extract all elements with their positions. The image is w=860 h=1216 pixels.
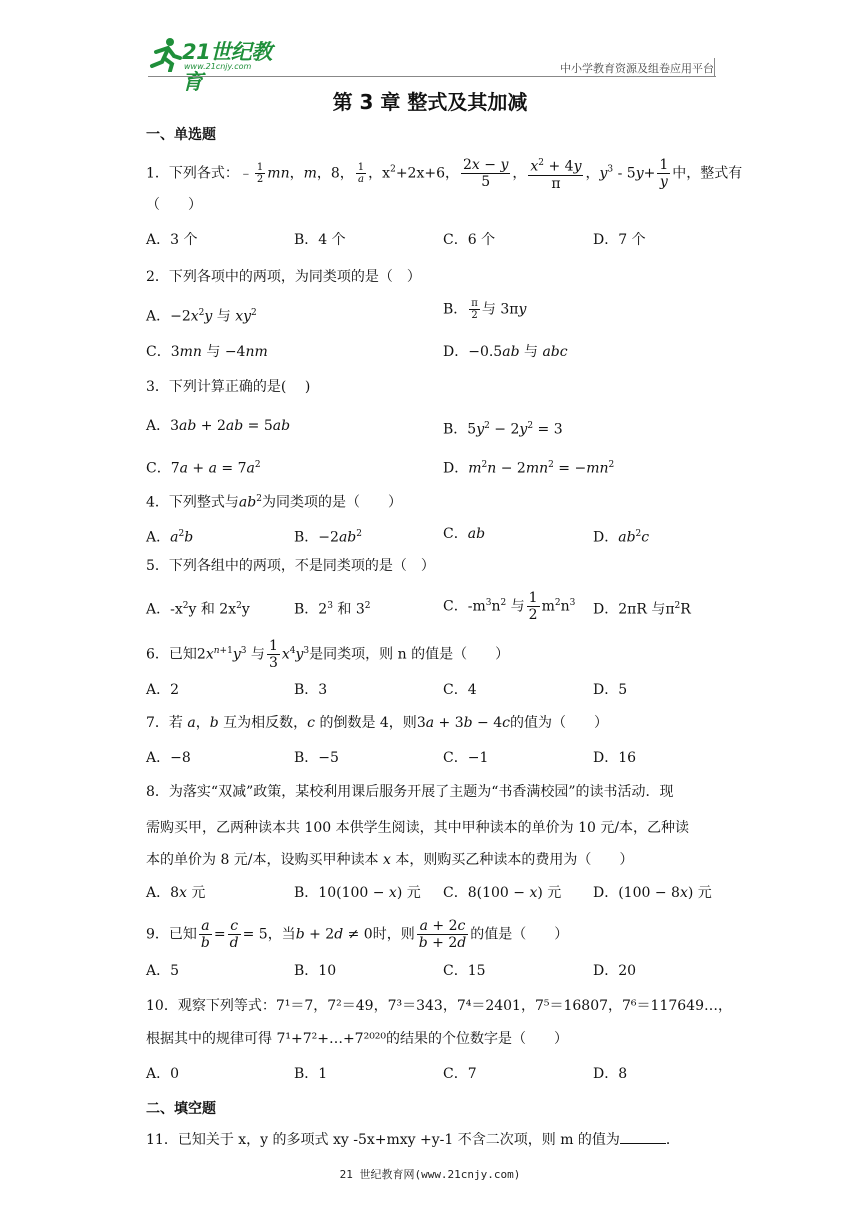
q1-option-d[interactable]: D．7 个 bbox=[593, 232, 646, 248]
question-1: 1．下列各式：﹣ $\frac{1}{2}$ mn，m，8， $\frac{1}{a}$ ，$x^2+2x+6$， $\frac{2x - y}{5}$ ， $\frac{x^2 + 4y}{\pi}$ ，$y^3 - 5y+$ $\frac{1}{y}$ 中，整式有 bbox=[146, 156, 743, 192]
question-1-paren: （ ） bbox=[146, 197, 202, 213]
q8-option-d[interactable]: D．(100 − 8x) 元 bbox=[593, 885, 712, 901]
q2-option-d[interactable]: D．−0.5ab 与 abc bbox=[443, 344, 568, 360]
logo bbox=[148, 34, 280, 94]
q10-option-a[interactable]: A．0 bbox=[146, 1066, 180, 1082]
header-divider bbox=[714, 58, 715, 76]
runner-logo-icon bbox=[148, 36, 182, 72]
q5-option-c[interactable]: C．$-m^3n^2$ 与 $\frac{1}{2}$ $m^2n^3$ bbox=[443, 590, 576, 623]
question-5: 5．下列各组中的两项，不是同类项的是（ ） bbox=[146, 558, 435, 574]
q1-option-c[interactable]: C．6 个 bbox=[443, 232, 496, 248]
section-fill-in: 二、填空题 bbox=[146, 1101, 216, 1117]
q2-option-a[interactable]: A．$-2x^2y$ 与 $xy^2$ bbox=[146, 308, 257, 325]
page-footer: 21 世纪教育网(www.21cnjy.com) bbox=[339, 1168, 521, 1181]
question-6: 6．已知$2x^{n+1}y^3$ 与 $\frac{1}{3}$ $x^4y^3$是同类项，则 n 的值是（ ） bbox=[146, 638, 510, 671]
q4-option-c[interactable]: C．ab bbox=[443, 526, 486, 542]
section-single-choice: 一、单选题 bbox=[146, 127, 216, 143]
q6-option-a[interactable]: A．2 bbox=[146, 682, 180, 698]
q5-option-d[interactable]: D．2πR 与$\pi^2R$ bbox=[593, 601, 691, 618]
q3-option-a[interactable]: A．3ab + 2ab = 5ab bbox=[146, 418, 291, 434]
platform-label: 中小学教育资源及组卷应用平台 bbox=[560, 62, 714, 75]
q7-option-a[interactable]: A．−8 bbox=[146, 750, 191, 766]
q4-option-b[interactable]: B．$-2ab^2$ bbox=[294, 529, 362, 546]
header-rule bbox=[148, 76, 716, 77]
q6-option-c[interactable]: C．4 bbox=[443, 682, 477, 698]
question-2: 2．下列各项中的两项，为同类项的是（ ） bbox=[146, 269, 421, 285]
q10-option-b[interactable]: B．1 bbox=[294, 1066, 328, 1082]
q8-option-a[interactable]: A．8x 元 bbox=[146, 885, 206, 901]
question-7: 7．若 a，b 互为相反数，c 的倒数是 4，则3a + 3b − 4c的值为（ ） bbox=[146, 715, 608, 731]
q2-option-c[interactable]: C．3mn 与 −4nm bbox=[146, 344, 268, 360]
q9-option-c[interactable]: C．15 bbox=[443, 963, 486, 979]
question-10-line-1: 10．观察下列等式：7¹＝7，7²＝49，7³＝343，7⁴＝2401，7⁵＝16807，7⁶＝117649…， bbox=[146, 998, 732, 1014]
q9-option-b[interactable]: B．10 bbox=[294, 963, 337, 979]
q9-option-d[interactable]: D．20 bbox=[593, 963, 637, 979]
question-8-line-2: 需购买甲，乙两种读本共 100 本供学生阅读，其中甲种读本的单价为 10 元/本，乙种读 bbox=[146, 820, 690, 836]
question-8-line-1: 8．为落实“双减”政策，某校利用课后服务开展了主题为“书香满校园”的读书活动．现 bbox=[146, 784, 674, 800]
q5-option-b[interactable]: B．$2^3$ 和 $3^2$ bbox=[294, 601, 371, 618]
q2-option-b[interactable]: B． $\frac{\pi}{2}$ 与 3πy bbox=[443, 298, 527, 321]
question-3: 3．下列计算正确的是( ) bbox=[146, 379, 311, 395]
q3-option-c[interactable]: C．$7a + a = 7a^2$ bbox=[146, 460, 261, 477]
question-4: 4．下列整式与$ab^2$为同类项的是（ ） bbox=[146, 494, 402, 511]
q1-option-b[interactable]: B．4 个 bbox=[294, 232, 346, 248]
page-title: 第 3 章 整式及其加减 bbox=[332, 90, 528, 114]
question-8-line-3: 本的单价为 8 元/本，设购买甲种读本 x 本，则购买乙种读本的费用为（ ） bbox=[146, 852, 634, 868]
question-11: 11．已知关于 x，y 的多项式 xy -5x+mxy +y-1 不含二次项，则 m 的值为 ． bbox=[146, 1132, 680, 1148]
q9-option-a[interactable]: A．5 bbox=[146, 963, 180, 979]
q10-option-d[interactable]: D．8 bbox=[593, 1066, 628, 1082]
q5-option-a[interactable]: A．$-x^2y$ 和 $2x^2y$ bbox=[146, 601, 250, 618]
q6-option-b[interactable]: B．3 bbox=[294, 682, 328, 698]
brand-name: 21世纪教育 bbox=[182, 40, 272, 94]
q10-option-c[interactable]: C．7 bbox=[443, 1066, 477, 1082]
q8-option-b[interactable]: B．10(100 − x) 元 bbox=[294, 885, 421, 901]
q7-option-c[interactable]: C．−1 bbox=[443, 750, 489, 766]
q1-option-a[interactable]: A．3 个 bbox=[146, 232, 198, 248]
q4-option-a[interactable]: A．$a^2b$ bbox=[146, 529, 194, 546]
q3-option-b[interactable]: B．$5y^2 - 2y^2 = 3$ bbox=[443, 421, 563, 438]
brand-url: www.21cnjy.com bbox=[184, 62, 252, 71]
q8-option-c[interactable]: C．8(100 − x) 元 bbox=[443, 885, 562, 901]
q7-option-b[interactable]: B．−5 bbox=[294, 750, 339, 766]
q4-option-d[interactable]: D．$ab^2c$ bbox=[593, 529, 650, 546]
q7-option-d[interactable]: D．16 bbox=[593, 750, 637, 766]
question-9: 9．已知 $\frac{a}{b}$ = $\frac{c}{d}$ = 5，当b + 2d ≠ 0时，则 $\frac{a + 2c}{b + 2d}$ 的值是（ ） bbox=[146, 918, 569, 951]
q3-option-d[interactable]: D．$m^2n - 2mn^2 = -mn^2$ bbox=[443, 460, 615, 477]
answer-blank[interactable] bbox=[620, 1143, 666, 1144]
question-10-line-2: 根据其中的规律可得 7¹+7²+…+7²⁰²⁰的结果的个位数字是（ ） bbox=[146, 1031, 569, 1047]
q6-option-d[interactable]: D．5 bbox=[593, 682, 628, 698]
